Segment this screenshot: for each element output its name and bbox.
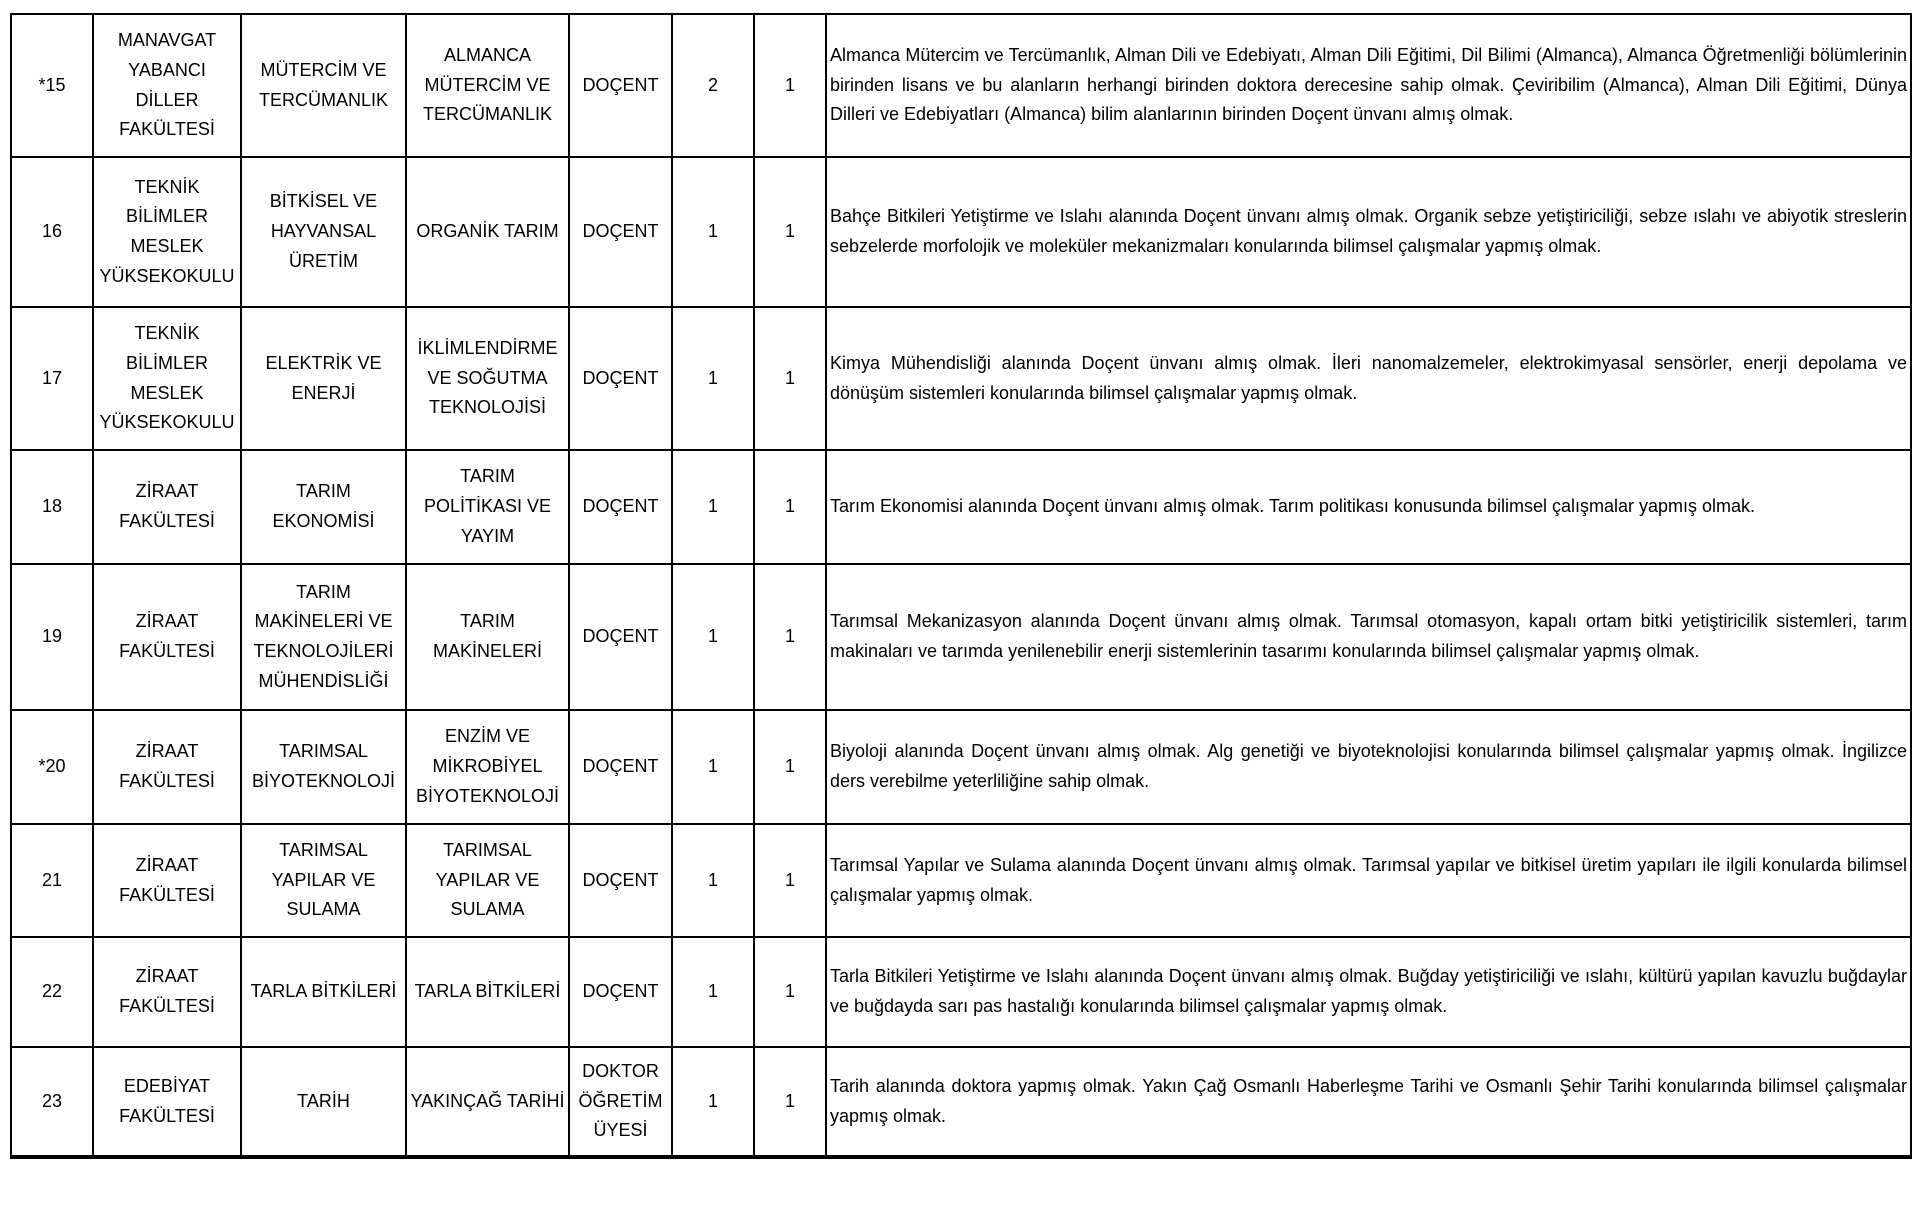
quota-cell: 1 <box>672 1047 754 1157</box>
row-number-cell: 22 <box>11 937 93 1047</box>
quota-cell: 1 <box>672 710 754 824</box>
requirements-cell: Bahçe Bitkileri Yetiştirme ve Islahı alanında Doçent ünvanı almış olmak. Organik sebze yetiştiriciliği, sebze ıslahı ve abiyotik streslerin sebzelerde morfolojik ve moleküler mekanizmaları konularında bilimsel çalışmalar yapmış olmak. <box>826 157 1911 307</box>
count-cell: 1 <box>754 937 826 1047</box>
requirements-cell: Tarih alanında doktora yapmış olmak. Yakın Çağ Osmanlı Haberleşme Tarihi ve Osmanlı Şehir Tarihi konularında bilimsel çalışmalar yapmış olmak. <box>826 1047 1911 1157</box>
faculty-cell: ZİRAAT FAKÜLTESİ <box>93 937 241 1047</box>
count-cell: 1 <box>754 157 826 307</box>
row-number-cell: 17 <box>11 307 93 450</box>
quota-cell: 1 <box>672 937 754 1047</box>
title-cell: DOÇENT <box>569 824 672 937</box>
requirements-cell: Tarımsal Mekanizasyon alanında Doçent ünvanı almış olmak. Tarımsal otomasyon, kapalı ortam bitki yetiştiricilik sistemleri, tarım makinaları ve tarımda yenilenebilir enerji sistemlerinin tasarımı konularında bilimsel çalışmalar yapmış olmak. <box>826 564 1911 710</box>
quota-cell: 1 <box>672 450 754 564</box>
row-number-cell: *20 <box>11 710 93 824</box>
program-cell: YAKINÇAĞ TARİHİ <box>406 1047 569 1157</box>
count-cell: 1 <box>754 710 826 824</box>
program-cell: ENZİM VE MİKROBİYEL BİYOTEKNOLOJİ <box>406 710 569 824</box>
row-number-cell: 19 <box>11 564 93 710</box>
table-row <box>11 564 1911 710</box>
department-cell: TARIM MAKİNELERİ VE TEKNOLOJİLERİ MÜHENDİSLİĞİ <box>241 564 406 710</box>
faculty-cell: TEKNİK BİLİMLER MESLEK YÜKSEKOKULU <box>93 157 241 307</box>
title-cell: DOÇENT <box>569 937 672 1047</box>
quota-cell: 1 <box>672 307 754 450</box>
row-number-cell: 21 <box>11 824 93 937</box>
department-cell: BİTKİSEL VE HAYVANSAL ÜRETİM <box>241 157 406 307</box>
title-cell: DOÇENT <box>569 564 672 710</box>
row-number-cell: *15 <box>11 14 93 157</box>
faculty-cell: ZİRAAT FAKÜLTESİ <box>93 564 241 710</box>
count-cell: 1 <box>754 564 826 710</box>
table-row <box>11 1047 1911 1157</box>
quota-cell: 1 <box>672 824 754 937</box>
department-cell: ELEKTRİK VE ENERJİ <box>241 307 406 450</box>
count-cell: 1 <box>754 14 826 157</box>
faculty-cell: ZİRAAT FAKÜLTESİ <box>93 710 241 824</box>
quota-cell: 2 <box>672 14 754 157</box>
department-cell: TARIMSAL BİYOTEKNOLOJİ <box>241 710 406 824</box>
title-cell: DOÇENT <box>569 157 672 307</box>
faculty-cell: TEKNİK BİLİMLER MESLEK YÜKSEKOKULU <box>93 307 241 450</box>
quota-cell: 1 <box>672 564 754 710</box>
count-cell: 1 <box>754 1047 826 1157</box>
program-cell: ALMANCA MÜTERCİM VE TERCÜMANLIK <box>406 14 569 157</box>
requirements-cell: Biyoloji alanında Doçent ünvanı almış olmak. Alg genetiği ve biyoteknolojisi konularında bilimsel çalışmalar yapmış olmak. İngilizce ders verebilme yeterliliğine sahip olmak. <box>826 710 1911 824</box>
count-cell: 1 <box>754 450 826 564</box>
row-number-cell: 16 <box>11 157 93 307</box>
title-cell: DOÇENT <box>569 307 672 450</box>
quota-cell: 1 <box>672 157 754 307</box>
table-row <box>11 937 1911 1047</box>
title-cell: DOÇENT <box>569 710 672 824</box>
table-row <box>11 157 1911 307</box>
job-postings-table <box>10 13 1912 1159</box>
table-row <box>11 710 1911 824</box>
faculty-cell: ZİRAAT FAKÜLTESİ <box>93 824 241 937</box>
department-cell: TARIMSAL YAPILAR VE SULAMA <box>241 824 406 937</box>
department-cell: TARLA BİTKİLERİ <box>241 937 406 1047</box>
count-cell: 1 <box>754 307 826 450</box>
requirements-cell: Almanca Mütercim ve Tercümanlık, Alman Dili ve Edebiyatı, Alman Dili Eğitimi, Dil Bilimi (Almanca), Almanca Öğretmenliği bölümlerinin birinden lisans ve bu alanların herhangi birinden doktora derecesine sahip olmak. Çeviribilim (Almanca), Alman Dili Eğitimi, Dünya Dilleri ve Edebiyatları (Almanca) bilim alanlarının birinden Doçent ünvanı almış olmak. <box>826 14 1911 157</box>
program-cell: TARIM POLİTİKASI VE YAYIM <box>406 450 569 564</box>
department-cell: MÜTERCİM VE TERCÜMANLIK <box>241 14 406 157</box>
requirements-cell: Tarım Ekonomisi alanında Doçent ünvanı almış olmak. Tarım politikası konusunda bilimsel çalışmalar yapmış olmak. <box>826 450 1911 564</box>
table-row <box>11 824 1911 937</box>
program-cell: TARIMSAL YAPILAR VE SULAMA <box>406 824 569 937</box>
table-row <box>11 307 1911 450</box>
program-cell: TARLA BİTKİLERİ <box>406 937 569 1047</box>
department-cell: TARIM EKONOMİSİ <box>241 450 406 564</box>
faculty-cell: MANAVGAT YABANCI DİLLER FAKÜLTESİ <box>93 14 241 157</box>
faculty-cell: ZİRAAT FAKÜLTESİ <box>93 450 241 564</box>
requirements-cell: Tarla Bitkileri Yetiştirme ve Islahı alanında Doçent ünvanı almış olmak. Buğday yetiştiriciliği ve ıslahı, kültürü yapılan kavuzlu buğdaylar ve buğdayda sarı pas hastalığı konularında bilimsel çalışmalar yapmış olmak. <box>826 937 1911 1047</box>
requirements-cell: Tarımsal Yapılar ve Sulama alanında Doçent ünvanı almış olmak. Tarımsal yapılar ve bitkisel üretim yapıları ile ilgili konularda bilimsel çalışmalar yapmış olmak. <box>826 824 1911 937</box>
program-cell: İKLİMLENDİRME VE SOĞUTMA TEKNOLOJİSİ <box>406 307 569 450</box>
table-body <box>11 14 1911 1157</box>
title-cell: DOÇENT <box>569 14 672 157</box>
program-cell: ORGANİK TARIM <box>406 157 569 307</box>
faculty-cell: EDEBİYAT FAKÜLTESİ <box>93 1047 241 1157</box>
requirements-cell: Kimya Mühendisliği alanında Doçent ünvanı almış olmak. İleri nanomalzemeler, elektrokimyasal sensörler, enerji depolama ve dönüşüm sistemleri konularında bilimsel çalışmalar yapmış olmak. <box>826 307 1911 450</box>
program-cell: TARIM MAKİNELERİ <box>406 564 569 710</box>
table-row <box>11 450 1911 564</box>
title-cell: DOÇENT <box>569 450 672 564</box>
count-cell: 1 <box>754 824 826 937</box>
row-number-cell: 23 <box>11 1047 93 1157</box>
row-number-cell: 18 <box>11 450 93 564</box>
title-cell: DOKTOR ÖĞRETİM ÜYESİ <box>569 1047 672 1157</box>
department-cell: TARİH <box>241 1047 406 1157</box>
table-row <box>11 14 1911 157</box>
